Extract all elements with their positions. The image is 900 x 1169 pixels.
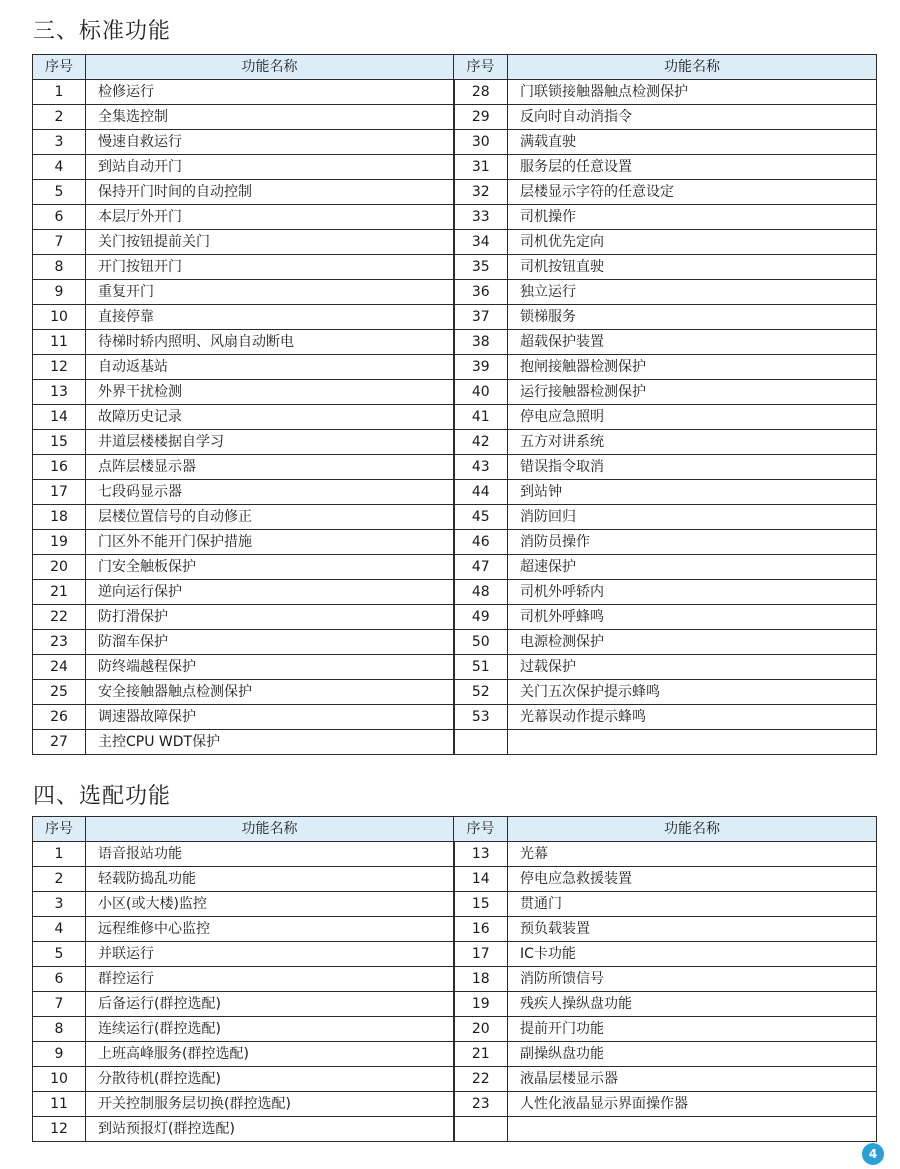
row-number: 49 (454, 605, 508, 630)
feature-name: 逆向运行保护 (86, 580, 454, 605)
table-row (33, 305, 877, 330)
table-row (33, 230, 877, 255)
row-number: 15 (454, 892, 508, 917)
row-number: 25 (33, 680, 86, 705)
row-number: 11 (33, 330, 86, 355)
feature-name: 五方对讲系统 (508, 430, 877, 455)
feature-name: 司机操作 (508, 205, 877, 230)
feature-name: 重复开门 (86, 280, 454, 305)
table-row (33, 892, 877, 917)
header-num: 序号 (33, 817, 86, 842)
row-number: 34 (454, 230, 508, 255)
row-number: 7 (33, 230, 86, 255)
table-row (33, 130, 877, 155)
feature-name: 到站钟 (508, 480, 877, 505)
row-number: 39 (454, 355, 508, 380)
row-number: 18 (33, 505, 86, 530)
feature-name: 服务层的任意设置 (508, 155, 877, 180)
row-number: 9 (33, 280, 86, 305)
row-number: 10 (33, 1067, 86, 1092)
feature-name: IC卡功能 (508, 942, 877, 967)
feature-name: 超速保护 (508, 555, 877, 580)
feature-name: 司机优先定向 (508, 230, 877, 255)
feature-name: 主控CPU WDT保护 (86, 730, 454, 755)
feature-name: 上班高峰服务(群控选配) (86, 1042, 454, 1067)
row-number: 19 (454, 992, 508, 1017)
table-row (33, 505, 877, 530)
row-number: 22 (454, 1067, 508, 1092)
row-number: 12 (33, 355, 86, 380)
row-number: 40 (454, 380, 508, 405)
row-number: 52 (454, 680, 508, 705)
row-number: 9 (33, 1042, 86, 1067)
feature-name: 安全接触器触点检测保护 (86, 680, 454, 705)
table-row (33, 580, 877, 605)
header-name: 功能名称 (508, 817, 877, 842)
feature-name: 井道层楼楼据自学习 (86, 430, 454, 455)
feature-name: 待梯时轿内照明、风扇自动断电 (86, 330, 454, 355)
row-number: 2 (33, 105, 86, 130)
feature-name: 到站预报灯(群控选配) (86, 1117, 454, 1142)
standard-features-table (32, 54, 877, 755)
table-row (33, 205, 877, 230)
row-number: 50 (454, 630, 508, 655)
feature-name: 门安全触板保护 (86, 555, 454, 580)
feature-name: 停电应急照明 (508, 405, 877, 430)
row-number: 48 (454, 580, 508, 605)
table-row (33, 705, 877, 730)
row-number: 8 (33, 1017, 86, 1042)
row-number: 33 (454, 205, 508, 230)
row-number: 51 (454, 655, 508, 680)
feature-name: 残疾人操纵盘功能 (508, 992, 877, 1017)
feature-name: 七段码显示器 (86, 480, 454, 505)
feature-name: 消防回归 (508, 505, 877, 530)
row-number: 14 (33, 405, 86, 430)
row-number: 35 (454, 255, 508, 280)
row-number: 38 (454, 330, 508, 355)
table-row (33, 355, 877, 380)
table-row (33, 455, 877, 480)
table-row (33, 530, 877, 555)
row-number: 21 (454, 1042, 508, 1067)
row-number (454, 1117, 508, 1142)
table-row (33, 680, 877, 705)
feature-name: 本层厅外开门 (86, 205, 454, 230)
feature-name: 门联锁接触器触点检测保护 (508, 80, 877, 105)
feature-name: 开门按钮开门 (86, 255, 454, 280)
feature-name: 关门五次保护提示蜂鸣 (508, 680, 877, 705)
row-number: 16 (454, 917, 508, 942)
table-row (33, 1067, 877, 1092)
standard-table-body (33, 80, 877, 755)
feature-name: 满载直驶 (508, 130, 877, 155)
optional-table-body (33, 842, 877, 1142)
row-number: 17 (33, 480, 86, 505)
row-number: 32 (454, 180, 508, 205)
feature-name: 慢速自救运行 (86, 130, 454, 155)
feature-name: 远程维修中心监控 (86, 917, 454, 942)
table-row (33, 867, 877, 892)
feature-name: 全集选控制 (86, 105, 454, 130)
feature-name: 直接停靠 (86, 305, 454, 330)
row-number: 16 (33, 455, 86, 480)
feature-name: 语音报站功能 (86, 842, 454, 867)
row-number: 20 (33, 555, 86, 580)
feature-name: 司机按钮直驶 (508, 255, 877, 280)
row-number: 47 (454, 555, 508, 580)
row-number: 11 (33, 1092, 86, 1117)
row-number: 27 (33, 730, 86, 755)
row-number: 2 (33, 867, 86, 892)
row-number: 29 (454, 105, 508, 130)
table-row (33, 105, 877, 130)
row-number: 10 (33, 305, 86, 330)
header-name: 功能名称 (86, 55, 454, 80)
feature-name: 门区外不能开门保护措施 (86, 530, 454, 555)
row-number: 22 (33, 605, 86, 630)
row-number: 3 (33, 130, 86, 155)
feature-name: 锁梯服务 (508, 305, 877, 330)
feature-name: 光幕误动作提示蜂鸣 (508, 705, 877, 730)
row-number: 1 (33, 80, 86, 105)
feature-name: 轻载防捣乱功能 (86, 867, 454, 892)
feature-name: 分散待机(群控选配) (86, 1067, 454, 1092)
header-name: 功能名称 (86, 817, 454, 842)
table-row (33, 330, 877, 355)
feature-name: 预负载装置 (508, 917, 877, 942)
row-number: 31 (454, 155, 508, 180)
table-row (33, 430, 877, 455)
feature-name: 液晶层楼显示器 (508, 1067, 877, 1092)
feature-name: 人性化液晶显示界面操作器 (508, 1092, 877, 1117)
row-number: 5 (33, 180, 86, 205)
row-number: 21 (33, 580, 86, 605)
header-num: 序号 (454, 817, 508, 842)
row-number: 20 (454, 1017, 508, 1042)
feature-name: 贯通门 (508, 892, 877, 917)
row-number: 12 (33, 1117, 86, 1142)
row-number: 7 (33, 992, 86, 1017)
header-num: 序号 (33, 55, 86, 80)
feature-name: 反向时自动消指令 (508, 105, 877, 130)
feature-name: 司机外呼蜂鸣 (508, 605, 877, 630)
table-row (33, 942, 877, 967)
row-number: 23 (33, 630, 86, 655)
feature-name: 连续运行(群控选配) (86, 1017, 454, 1042)
row-number: 26 (33, 705, 86, 730)
feature-name: 开关控制服务层切换(群控选配) (86, 1092, 454, 1117)
table-row (33, 255, 877, 280)
feature-name: 防终端越程保护 (86, 655, 454, 680)
table-row (33, 405, 877, 430)
table-row (33, 1117, 877, 1142)
header-num: 序号 (454, 55, 508, 80)
feature-name: 层楼显示字符的任意设定 (508, 180, 877, 205)
feature-name (508, 1117, 877, 1142)
table-header-row (33, 55, 877, 80)
row-number: 28 (454, 80, 508, 105)
row-number: 23 (454, 1092, 508, 1117)
row-number: 3 (33, 892, 86, 917)
row-number: 6 (33, 967, 86, 992)
feature-name: 关门按钮提前关门 (86, 230, 454, 255)
feature-name: 抱闸接触器检测保护 (508, 355, 877, 380)
feature-name: 小区(或大楼)监控 (86, 892, 454, 917)
table-row (33, 842, 877, 867)
row-number: 19 (33, 530, 86, 555)
row-number: 4 (33, 917, 86, 942)
feature-name: 到站自动开门 (86, 155, 454, 180)
feature-name: 司机外呼轿内 (508, 580, 877, 605)
feature-name: 后备运行(群控选配) (86, 992, 454, 1017)
table-row (33, 917, 877, 942)
standard-section-title: 三、标准功能 (33, 19, 172, 44)
table-row (33, 605, 877, 630)
table-row (33, 80, 877, 105)
table-row (33, 555, 877, 580)
feature-name: 调速器故障保护 (86, 705, 454, 730)
feature-name: 超载保护装置 (508, 330, 877, 355)
feature-name: 外界干扰检测 (86, 380, 454, 405)
row-number: 5 (33, 942, 86, 967)
feature-name: 副操纵盘功能 (508, 1042, 877, 1067)
row-number: 30 (454, 130, 508, 155)
table-row (33, 480, 877, 505)
row-number: 17 (454, 942, 508, 967)
table-row (33, 1042, 877, 1067)
feature-name: 检修运行 (86, 80, 454, 105)
row-number: 15 (33, 430, 86, 455)
row-number: 41 (454, 405, 508, 430)
table-row (33, 180, 877, 205)
row-number: 37 (454, 305, 508, 330)
row-number: 43 (454, 455, 508, 480)
feature-name: 自动返基站 (86, 355, 454, 380)
optional-section-title: 四、选配功能 (33, 784, 172, 809)
row-number (454, 730, 508, 755)
feature-name: 层楼位置信号的自动修正 (86, 505, 454, 530)
feature-name: 错误指令取消 (508, 455, 877, 480)
table-row (33, 380, 877, 405)
table-row (33, 992, 877, 1017)
table-row (33, 155, 877, 180)
feature-name: 光幕 (508, 842, 877, 867)
feature-name: 并联运行 (86, 942, 454, 967)
table-row (33, 1092, 877, 1117)
row-number: 13 (33, 380, 86, 405)
row-number: 8 (33, 255, 86, 280)
row-number: 42 (454, 430, 508, 455)
row-number: 36 (454, 280, 508, 305)
table-row (33, 630, 877, 655)
row-number: 4 (33, 155, 86, 180)
table-row (33, 730, 877, 755)
row-number: 44 (454, 480, 508, 505)
row-number: 46 (454, 530, 508, 555)
feature-name (508, 730, 877, 755)
feature-name: 消防员操作 (508, 530, 877, 555)
header-name: 功能名称 (508, 55, 877, 80)
table-header-row (33, 817, 877, 842)
table-row (33, 655, 877, 680)
feature-name: 防打滑保护 (86, 605, 454, 630)
table-row (33, 967, 877, 992)
row-number: 18 (454, 967, 508, 992)
feature-name: 点阵层楼显示器 (86, 455, 454, 480)
row-number: 24 (33, 655, 86, 680)
feature-name: 电源检测保护 (508, 630, 877, 655)
row-number: 53 (454, 705, 508, 730)
table-row (33, 280, 877, 305)
row-number: 14 (454, 867, 508, 892)
feature-name: 停电应急救援装置 (508, 867, 877, 892)
optional-features-table (32, 816, 877, 1142)
feature-name: 保持开门时间的自动控制 (86, 180, 454, 205)
row-number: 1 (33, 842, 86, 867)
feature-name: 消防所馈信号 (508, 967, 877, 992)
feature-name: 运行接触器检测保护 (508, 380, 877, 405)
feature-name: 故障历史记录 (86, 405, 454, 430)
row-number: 6 (33, 205, 86, 230)
row-number: 45 (454, 505, 508, 530)
feature-name: 群控运行 (86, 967, 454, 992)
feature-name: 独立运行 (508, 280, 877, 305)
table-row (33, 1017, 877, 1042)
row-number: 13 (454, 842, 508, 867)
feature-name: 提前开门功能 (508, 1017, 877, 1042)
feature-name: 防溜车保护 (86, 630, 454, 655)
page-number-badge: 4 (862, 1143, 884, 1165)
feature-name: 过载保护 (508, 655, 877, 680)
